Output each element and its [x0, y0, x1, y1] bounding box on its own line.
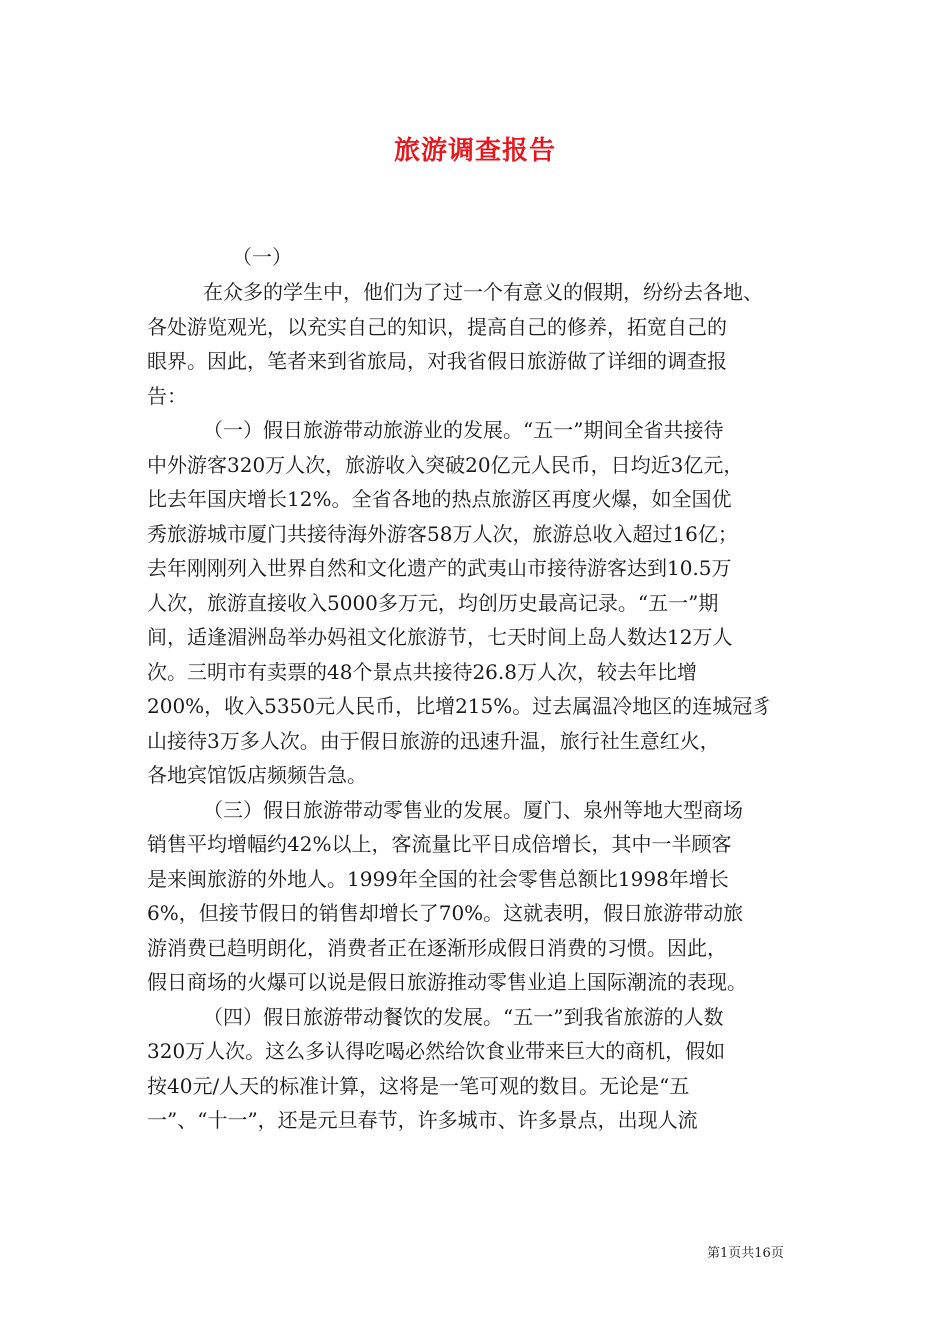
text-line: 320万人次。这么多认得吃喝必然给饮食业带来巨大的商机，假如: [147, 1039, 726, 1063]
text-line: 按40元/人天的标准计算，这将是一笔可观的数目。无论是“五: [147, 1073, 690, 1098]
text-line: 比去年国庆增长12%。全省各地的热点旅游区再度火爆，如全国优: [147, 487, 732, 511]
text-line: （四）假日旅游带动餐饮的发展。“五一”到我省旅游的人数: [203, 1004, 724, 1029]
text-line: 次。三明市有卖票的48个景点共接待26.8万人次，较去年比增: [147, 659, 697, 684]
text-line: 是来闽旅游的外地人。1999年全国的社会零售总额比1998年增长: [147, 866, 729, 891]
text-line: 各处游览观光，以充实自己的知识，提高自己的修养，拓宽自己的: [147, 314, 727, 339]
text-line: 中外游客320万人次，旅游收入突破20亿元人民币，日均近3亿元，: [147, 452, 744, 477]
text-line: （三）假日旅游带动零售业的发展。厦门、泉州等地大型商场: [203, 797, 743, 822]
text-line: 眼界。因此，笔者来到省旅局，对我省假日旅游做了详细的调查报: [147, 349, 727, 373]
text-line: 一”、“十一”，还是元旦春节，许多城市、许多景点，出现人流: [147, 1108, 698, 1132]
page-number: 第1页共16页: [707, 1246, 784, 1261]
text-line: 各地宾馆饭店频频告急。: [147, 763, 367, 787]
text-line: 山接待3万多人次。由于假日旅游的迅速升温，旅行社生意红火，: [147, 728, 720, 753]
section-marker: （一）: [232, 245, 292, 269]
text-line: 假日商场的火爆可以说是假日旅游推动零售业追上国际潮流的表现。: [147, 970, 747, 994]
document-title: 旅游调查报告: [393, 136, 556, 166]
text-line: 在众多的学生中，他们为了过一个有意义的假期，纷纷去各地、: [203, 280, 763, 304]
text-line: 去年刚刚列入世界自然和文化遗产的武夷山市接待游客达到10.5万: [147, 556, 732, 580]
text-line: （一）假日旅游带动旅游业的发展。“五一”期间全省共接待: [203, 418, 724, 442]
text-line: 6%，但接节假日的销售却增长了70%。这就表明，假日旅游带动旅: [147, 901, 744, 925]
text-line: 人次，旅游直接收入5000多万元，均创历史最高记录。“五一”期: [147, 590, 719, 615]
text-line: 游消费已趋明朗化，消费者正在逐渐形成假日消费的习惯。因此，: [147, 935, 727, 960]
text-line: 告：: [147, 383, 187, 408]
text-line: 秀旅游城市厦门共接待海外游客58万人次，旅游总收入超过16亿；: [147, 521, 738, 546]
text-line: 间，适逢湄洲岛举办妈祖文化旅游节，七天时间上岛人数达12万人: [147, 625, 733, 649]
text-line: 200%，收入5350元人民币，比增215%。过去属温冷地区的连城冠豸: [147, 694, 773, 718]
text-line: 销售平均增幅约42%以上，客流量比平日成倍增长，其中一半顾客: [147, 832, 732, 856]
document-body: [147, 275, 811, 1138]
